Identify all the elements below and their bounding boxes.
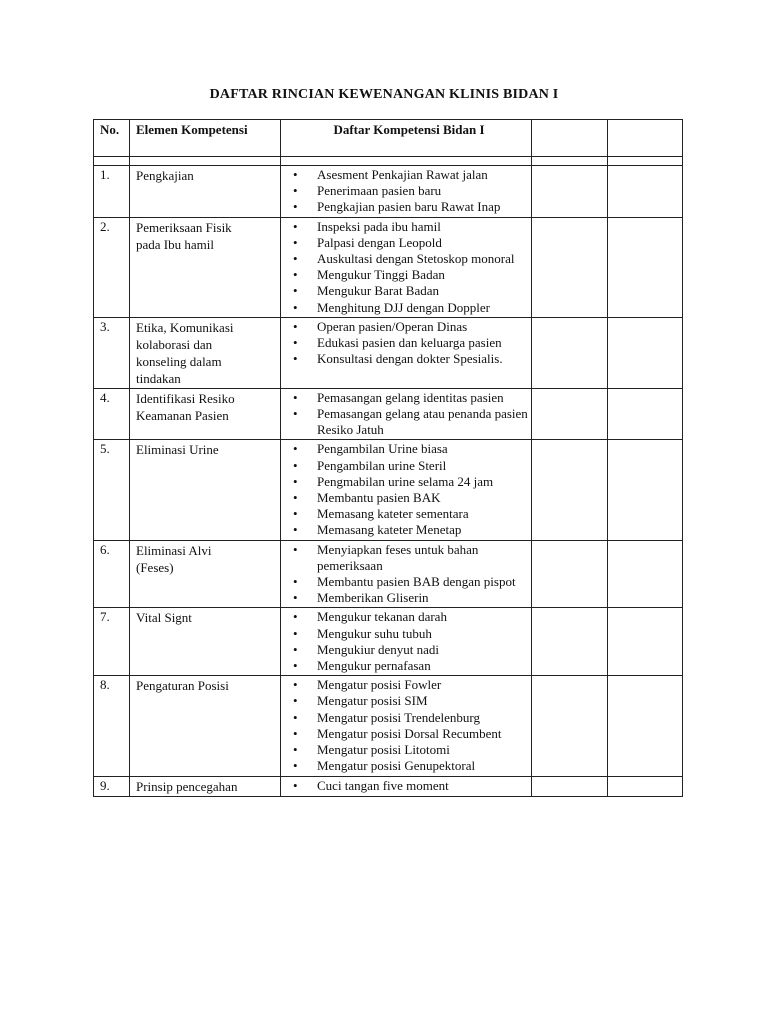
list-item-text: Membantu pasien BAK — [317, 490, 441, 506]
elemen-kompetensi-text: Pemeriksaan Fisik — [136, 219, 232, 235]
bullet-icon: • — [293, 199, 298, 215]
competency-list — [287, 609, 531, 674]
list-item-text: Mengatur posisi SIM — [317, 693, 428, 709]
bullet-icon: • — [293, 758, 298, 774]
list-item — [287, 406, 531, 438]
bullet-icon: • — [293, 709, 298, 725]
spacer-cell — [94, 157, 130, 166]
list-item-text: Mengukur Barat Badan — [317, 283, 440, 299]
elemen-kompetensi-cell — [130, 540, 281, 608]
competency-list — [287, 778, 531, 794]
list-item-text: Membantu pasien BAB dengan pispot — [317, 574, 516, 590]
list-item-text: Mengatur posisi Trendelenburg — [317, 709, 480, 725]
list-item-text: Pengkajian pasien baru Rawat Inap — [317, 199, 501, 215]
bullet-icon: • — [293, 335, 298, 351]
elemen-kompetensi-text: konseling dalam — [136, 353, 222, 369]
competency-list — [287, 167, 531, 216]
list-item — [287, 590, 531, 606]
bullet-icon: • — [293, 299, 298, 315]
empty-cell — [608, 317, 683, 388]
elemen-kompetensi-text: pada Ibu hamil — [136, 236, 214, 252]
competency-list — [287, 219, 531, 316]
list-item — [287, 726, 531, 742]
bullet-icon: • — [293, 725, 298, 741]
table-row — [94, 440, 683, 540]
list-item — [287, 300, 531, 316]
empty-cell — [532, 608, 608, 676]
list-item-text: Pengmabilan urine selama 24 jam — [317, 473, 494, 489]
list-item — [287, 658, 531, 674]
row-number: 6. — [94, 540, 130, 608]
list-item — [287, 574, 531, 590]
list-item — [287, 522, 531, 538]
list-item-text: Mengukur tekanan darah — [317, 609, 447, 625]
list-item — [287, 199, 531, 215]
list-item-text: Asesment Penkajian Rawat jalan — [317, 167, 488, 182]
table-row — [94, 388, 683, 440]
list-item — [287, 458, 531, 474]
bullet-icon: • — [293, 658, 298, 674]
list-item-text: Mengukiur denyut nadi — [317, 641, 440, 657]
row-number: 8. — [94, 676, 130, 776]
header-spacer-row — [94, 157, 683, 166]
elemen-kompetensi-cell — [130, 776, 281, 796]
competency-list — [287, 542, 531, 607]
empty-cell — [532, 166, 608, 218]
list-item-text: Auskultasi dengan Stetoskop monoral — [317, 251, 515, 267]
row-number: 3. — [94, 317, 130, 388]
list-item — [287, 183, 531, 199]
elemen-kompetensi-cell — [130, 217, 281, 317]
list-item — [287, 642, 531, 658]
list-item-text: Mengukur suhu tubuh — [317, 625, 432, 641]
list-item — [287, 267, 531, 283]
bullet-icon: • — [293, 590, 298, 606]
daftar-kompetensi-cell — [281, 540, 532, 608]
competency-table — [93, 119, 683, 797]
spacer-cell — [608, 157, 683, 166]
bullet-icon: • — [293, 218, 298, 234]
list-item-text: Inspeksi pada ibu hamil — [317, 218, 441, 234]
elemen-kompetensi-text: Pengkajian — [136, 168, 194, 183]
daftar-kompetensi-cell — [281, 166, 532, 218]
empty-cell — [532, 317, 608, 388]
list-item-text: Mengukur pernafasan — [317, 658, 431, 674]
empty-cell — [608, 388, 683, 440]
bullet-icon: • — [293, 441, 298, 457]
bullet-icon: • — [293, 167, 298, 182]
list-item-text: Mengatur posisi Genupektoral — [317, 758, 476, 774]
header-extra-2 — [608, 120, 683, 157]
bullet-icon: • — [293, 318, 298, 334]
row-number: 1. — [94, 166, 130, 218]
list-item — [287, 474, 531, 490]
row-number: 9. — [94, 776, 130, 796]
table-row — [94, 776, 683, 796]
elemen-kompetensi-cell — [130, 676, 281, 776]
list-item-text: Memberikan Gliserin — [317, 590, 429, 606]
document-title: DAFTAR RINCIAN KEWENANGAN KLINIS BIDAN I — [209, 87, 559, 102]
list-item-text: Konsultasi dengan dokter Spesialis. — [317, 351, 503, 367]
list-item-text: Memasang kateter sementara — [317, 506, 469, 522]
list-item-text: Edukasi pasien dan keluarga pasien — [317, 335, 502, 351]
row-number: 4. — [94, 388, 130, 440]
elemen-kompetensi-text: (Feses) — [136, 559, 174, 575]
daftar-kompetensi-cell — [281, 217, 532, 317]
daftar-kompetensi-cell — [281, 676, 532, 776]
list-item — [287, 710, 531, 726]
list-item — [287, 335, 531, 351]
bullet-icon: • — [293, 490, 298, 506]
list-item-text: Pengambilan Urine biasa — [317, 441, 448, 457]
spacer-cell — [130, 157, 281, 166]
elemen-kompetensi-cell — [130, 388, 281, 440]
bullet-icon: • — [293, 742, 298, 758]
empty-cell — [608, 217, 683, 317]
elemen-kompetensi-text: Vital Signt — [136, 610, 192, 626]
empty-cell — [608, 540, 683, 608]
elemen-kompetensi-cell — [130, 440, 281, 540]
list-item-text: Pemasangan gelang atau penanda pasien Resiko Jatuh — [317, 406, 528, 438]
list-item — [287, 742, 531, 758]
empty-cell — [532, 540, 608, 608]
header-no: No. — [94, 120, 130, 157]
list-item-text: Cuci tangan five moment — [317, 777, 449, 793]
table-header-row — [94, 120, 683, 157]
list-item — [287, 283, 531, 299]
elemen-kompetensi-cell — [130, 317, 281, 388]
empty-cell — [608, 440, 683, 540]
header-elemen: Elemen Kompetensi — [130, 120, 281, 157]
list-item — [287, 235, 531, 251]
bullet-icon: • — [293, 625, 298, 641]
bullet-icon: • — [293, 677, 298, 693]
bullet-icon: • — [293, 351, 298, 367]
daftar-kompetensi-cell — [281, 388, 532, 440]
bullet-icon: • — [293, 693, 298, 709]
elemen-kompetensi-text: Keamanan Pasien — [136, 407, 229, 423]
elemen-kompetensi-text: Etika, Komunikasi — [136, 319, 234, 335]
list-item-text: Penerimaan pasien baru — [317, 183, 442, 199]
table-row — [94, 166, 683, 218]
empty-cell — [532, 388, 608, 440]
list-item-text: Pemasangan gelang identitas pasien — [317, 389, 504, 405]
competency-list — [287, 319, 531, 368]
bullet-icon: • — [293, 473, 298, 489]
list-item — [287, 167, 531, 183]
elemen-kompetensi-text: tindakan — [136, 370, 181, 386]
elemen-kompetensi-cell — [130, 608, 281, 676]
empty-cell — [608, 676, 683, 776]
list-item — [287, 351, 531, 367]
list-item — [287, 609, 531, 625]
bullet-icon: • — [293, 522, 298, 538]
list-item — [287, 778, 531, 794]
elemen-kompetensi-cell — [130, 166, 281, 218]
bullet-icon: • — [293, 234, 298, 250]
list-item-text: Mengukur Tinggi Badan — [317, 267, 445, 283]
row-number: 7. — [94, 608, 130, 676]
bullet-icon: • — [293, 574, 298, 590]
bullet-icon: • — [293, 406, 298, 422]
competency-list — [287, 677, 531, 774]
list-item — [287, 542, 531, 574]
list-item — [287, 506, 531, 522]
elemen-kompetensi-text: kolaborasi dan — [136, 336, 213, 352]
daftar-kompetensi-cell — [281, 317, 532, 388]
list-item — [287, 626, 531, 642]
bullet-icon: • — [293, 506, 298, 522]
list-item — [287, 219, 531, 235]
list-item-text: Mengatur posisi Fowler — [317, 677, 442, 693]
bullet-icon: • — [293, 389, 298, 405]
spacer-cell — [532, 157, 608, 166]
row-number: 5. — [94, 440, 130, 540]
bullet-icon: • — [293, 457, 298, 473]
header-daftar: Daftar Kompetensi Bidan I — [281, 120, 532, 157]
table-row — [94, 317, 683, 388]
competency-list — [287, 441, 531, 538]
bullet-icon: • — [293, 267, 298, 283]
list-item-text: Palpasi dengan Leopold — [317, 234, 442, 250]
list-item — [287, 758, 531, 774]
empty-cell — [608, 608, 683, 676]
elemen-kompetensi-text: Prinsip pencegahan — [136, 778, 238, 794]
list-item — [287, 490, 531, 506]
table-row — [94, 608, 683, 676]
list-item — [287, 319, 531, 335]
list-item-text: Menghitung DJJ dengan Doppler — [317, 299, 490, 315]
list-item-text: Mengatur posisi Dorsal Recumbent — [317, 725, 502, 741]
elemen-kompetensi-text: Eliminasi Urine — [136, 442, 219, 458]
daftar-kompetensi-cell — [281, 776, 532, 796]
empty-cell — [608, 776, 683, 796]
spacer-cell — [281, 157, 532, 166]
list-item-text: Pengambilan urine Steril — [317, 457, 447, 473]
daftar-kompetensi-cell — [281, 440, 532, 540]
bullet-icon: • — [293, 609, 298, 625]
list-item-text: Operan pasien/Operan Dinas — [317, 318, 468, 334]
bullet-icon: • — [293, 641, 298, 657]
empty-cell — [532, 440, 608, 540]
row-number: 2. — [94, 217, 130, 317]
elemen-kompetensi-text: Identifikasi Resiko — [136, 390, 235, 406]
competency-list — [287, 390, 531, 439]
bullet-icon: • — [293, 183, 298, 199]
empty-cell — [532, 776, 608, 796]
daftar-kompetensi-cell — [281, 608, 532, 676]
empty-cell — [532, 217, 608, 317]
header-extra-1 — [532, 120, 608, 157]
table-row — [94, 217, 683, 317]
list-item — [287, 390, 531, 406]
list-item-text: Mengatur posisi Litotomi — [317, 742, 450, 758]
elemen-kompetensi-text: Pengaturan Posisi — [136, 678, 229, 694]
list-item — [287, 693, 531, 709]
list-item — [287, 677, 531, 693]
table-row — [94, 676, 683, 776]
list-item-text: Memasang kateter Menetap — [317, 522, 462, 538]
bullet-icon: • — [293, 251, 298, 267]
elemen-kompetensi-text: Eliminasi Alvi — [136, 542, 212, 558]
empty-cell — [532, 676, 608, 776]
bullet-icon: • — [293, 777, 298, 793]
table-row — [94, 540, 683, 608]
list-item — [287, 251, 531, 267]
empty-cell — [608, 166, 683, 218]
list-item — [287, 441, 531, 457]
bullet-icon: • — [293, 283, 298, 299]
bullet-icon: • — [293, 541, 298, 557]
list-item-text: Menyiapkan feses untuk bahan pemeriksaan — [317, 541, 479, 573]
